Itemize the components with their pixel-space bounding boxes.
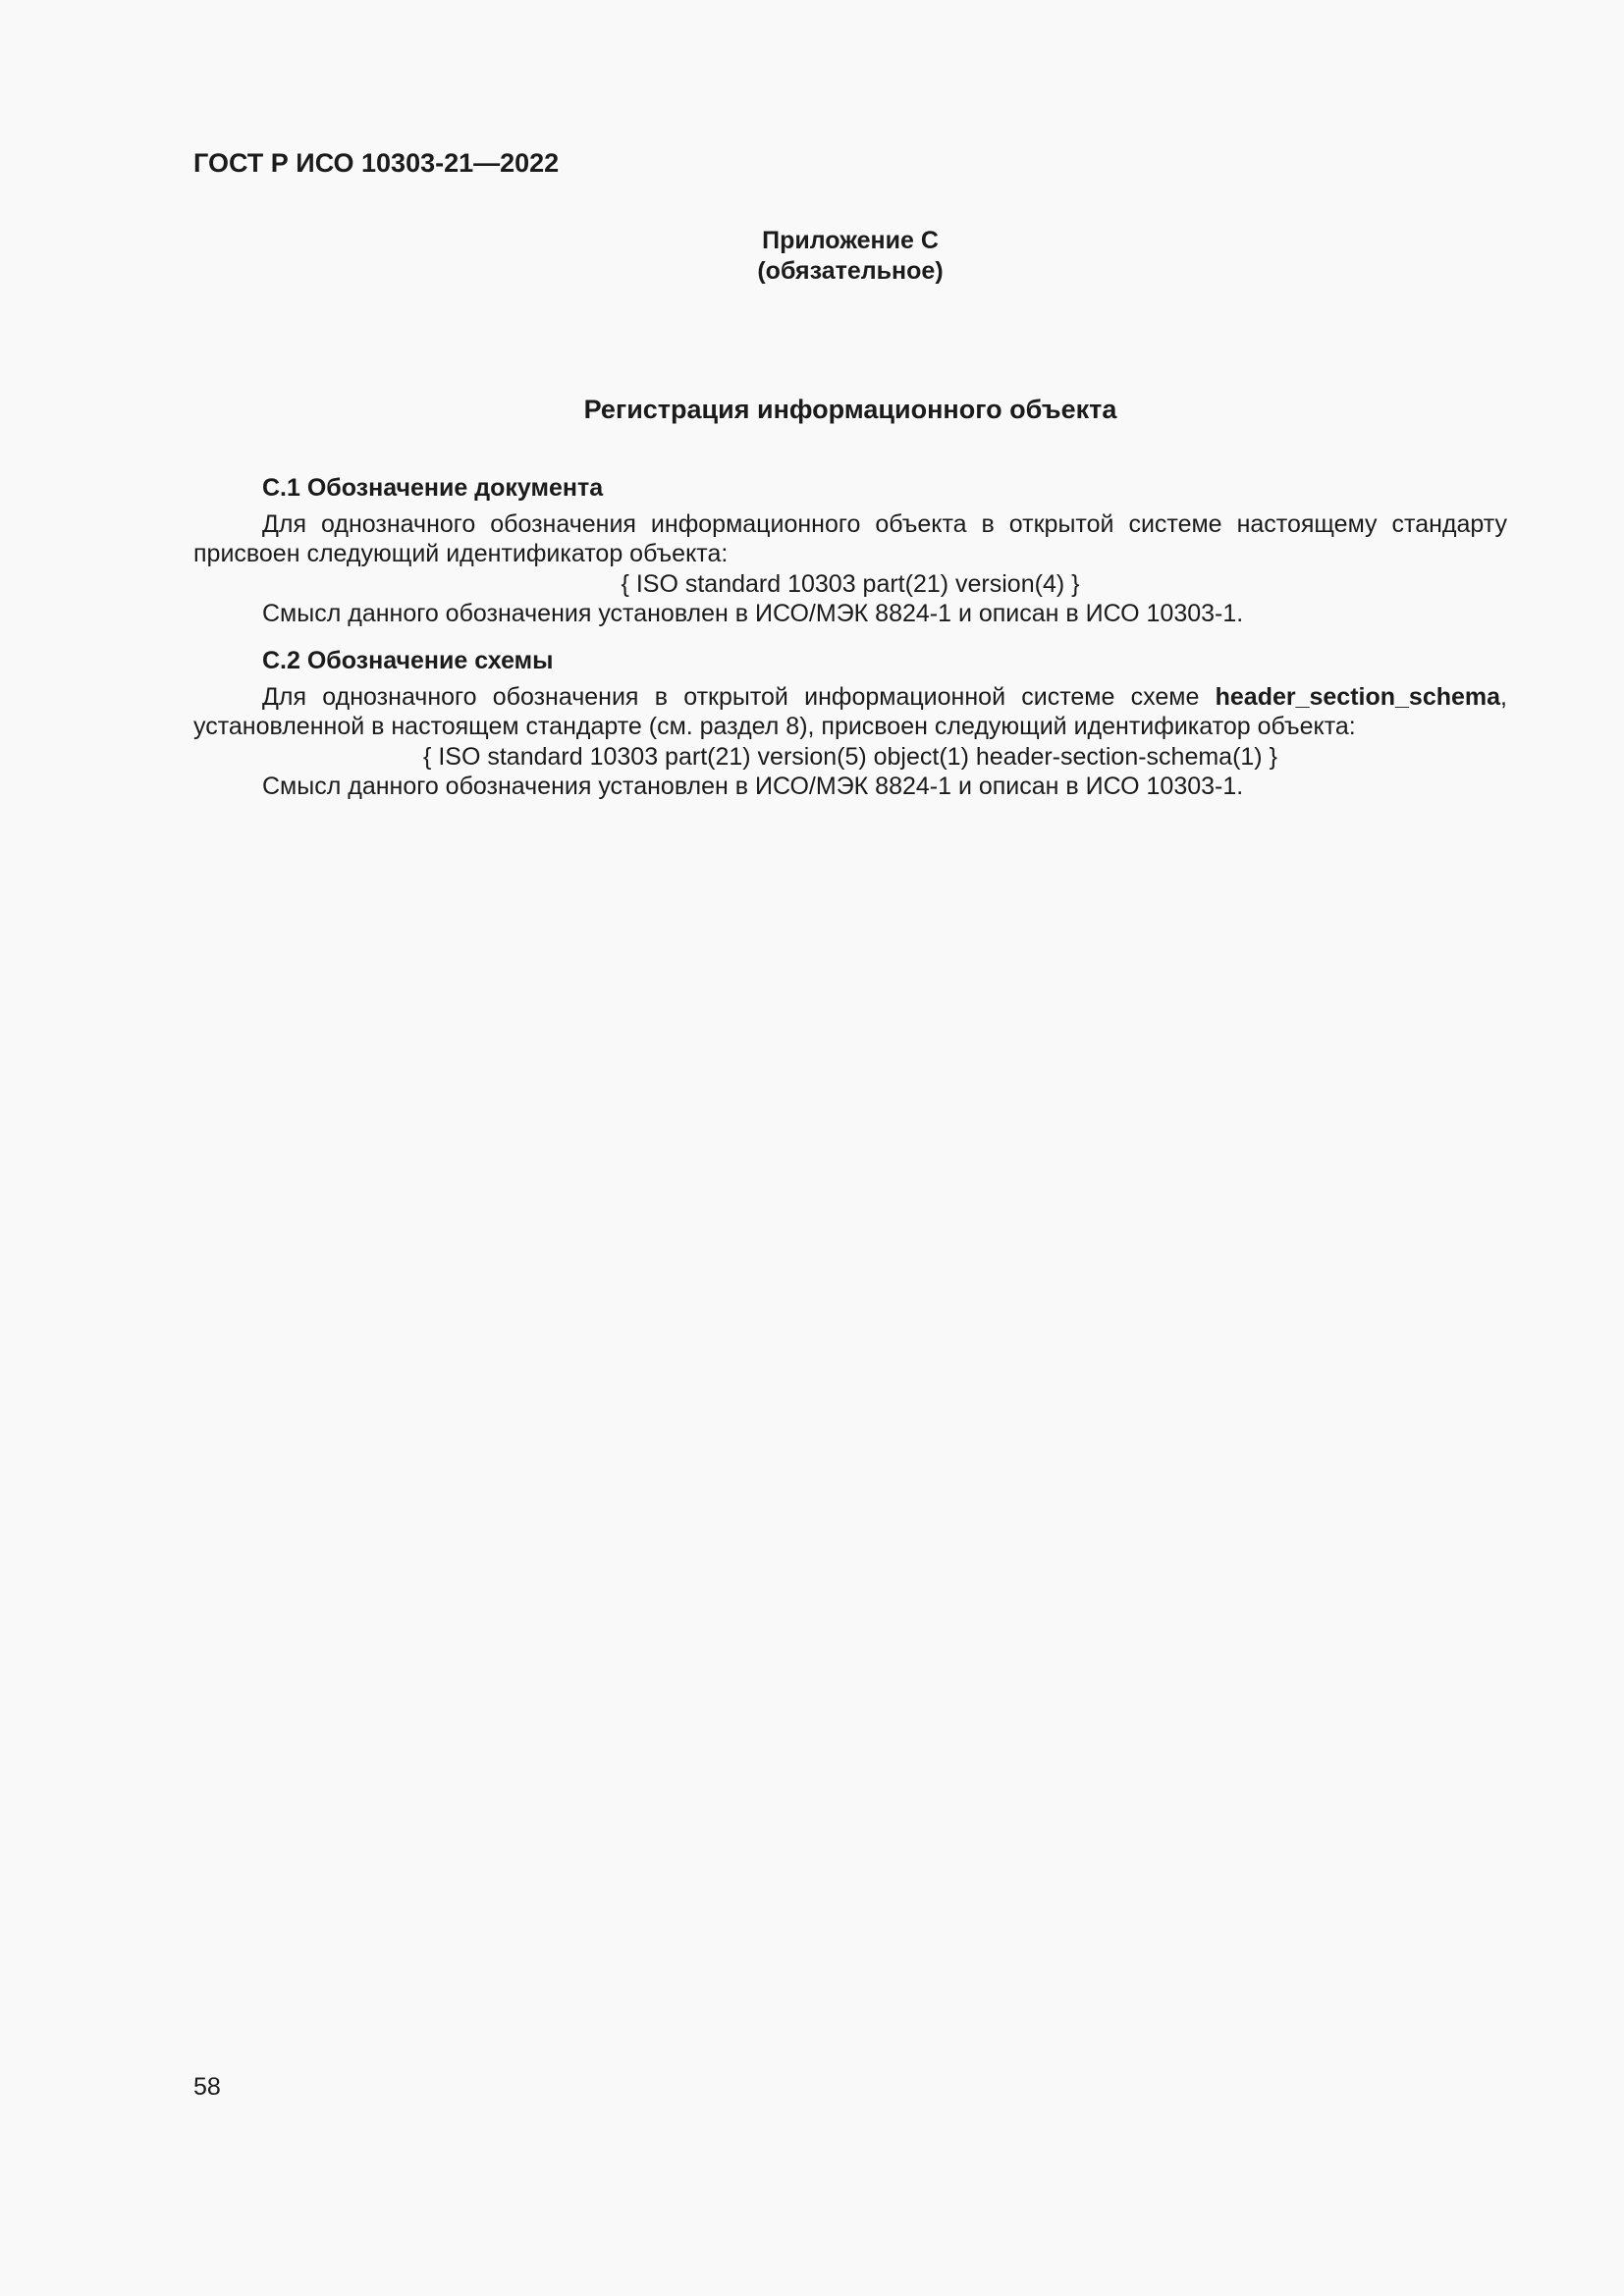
annex-status: (обязательное) xyxy=(757,257,944,285)
paragraph-text: , установленной в настоящем стандарте (см. раздел 8), присвоен следующий идентификатор объекта: xyxy=(193,682,1507,741)
object-identifier: { ISO standard 10303 part(21) version(5) object(1) header-section-schema(1) } xyxy=(423,742,1277,771)
annex-title: Регистрация информационного объекта xyxy=(583,395,1117,424)
object-identifier: { ISO standard 10303 part(21) version(4) } xyxy=(621,569,1080,598)
document-id: ГОСТ Р ИСО 10303-21—2022 xyxy=(193,148,560,178)
section-c2 xyxy=(193,646,1507,802)
page-number: 58 xyxy=(193,2073,221,2101)
annex-heading xyxy=(193,226,1507,287)
section-heading: С.1 Обозначение документа xyxy=(262,474,604,502)
section-note: Смысл данного обозначения установлен в ИСО/МЭК 8824-1 и описан в ИСО 10303-1. xyxy=(262,600,1244,628)
section-note: Смысл данного обозначения установлен в ИСО/МЭК 8824-1 и описан в ИСО 10303-1. xyxy=(262,773,1244,801)
section-paragraph xyxy=(193,682,1507,742)
paragraph-text: Для однозначного обозначения в открытой информационной системе схеме xyxy=(262,682,1216,711)
section-heading: С.2 Обозначение схемы xyxy=(262,647,554,674)
section-c1 xyxy=(193,473,1507,629)
annex-label: Приложение С xyxy=(762,227,939,254)
schema-name: header_section_schema xyxy=(1215,682,1501,711)
section-paragraph: Для однозначного обозначения информационного объекта в открытой системе настоящему стандарту присвоен следующий идентификатор объекта: xyxy=(193,509,1507,568)
